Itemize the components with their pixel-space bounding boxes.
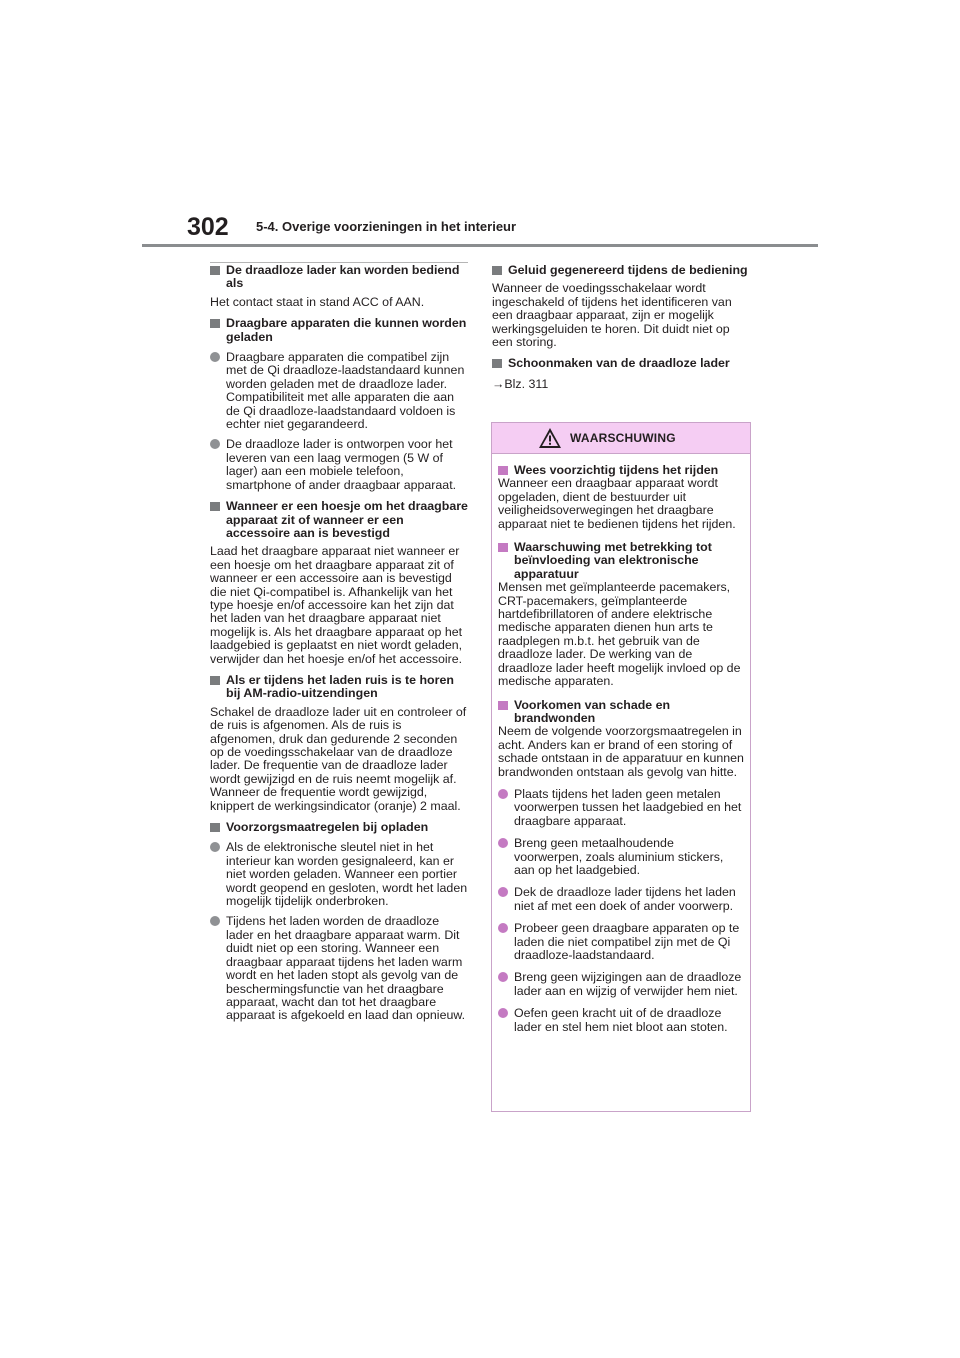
- round-bullet-icon: [498, 838, 508, 848]
- square-bullet-icon: [210, 823, 220, 832]
- list-item: [210, 438, 468, 492]
- round-bullet-icon: [210, 916, 220, 926]
- right-column: [492, 264, 750, 391]
- paragraph: Neem de volgende voorzorgsmaatregelen in acht. Anders kan er brand of een storing of schade ontstaan in de apparatuur en kunnen brandwonden ontstaan als gevolg van hitte.: [498, 724, 744, 779]
- list-item-text: Dek de draadloze lader tijdens het laden niet af met een doek of ander voorwerp.: [514, 885, 736, 913]
- round-bullet-icon: [210, 439, 220, 449]
- paragraph: Schakel de draadloze lader uit en controleer of de ruis is afgenomen. Als de ruis is afgenomen, druk dan gedurende 2 seconden op de voedingsschakelaar van de draadloze lader. De frequentie van de draadloze lader wordt gewijzigd en de ruis neemt mogelijk af. Wanneer de frequentie wordt gewijzigd, knippert de werkingsindicator (oranje) 2 maal.: [210, 704, 467, 813]
- heading: [498, 699, 744, 726]
- heading-text: Waarschuwing met betrekking tot beïnvloeding van elektronische apparatuur: [514, 540, 712, 581]
- list-item-text: Breng geen wijzigingen aan de draadloze lader aan en wijzig of verwijder hem niet.: [514, 970, 742, 998]
- heading-text: Draagbare apparaten die kunnen worden geladen: [226, 316, 467, 344]
- list-item: [498, 922, 744, 962]
- warning-body: [492, 454, 750, 1034]
- heading: [492, 264, 750, 277]
- list-item-text: Probeer geen draagbare apparaten op te laden die niet compatibel zijn met de Qi draadloze-laadstandaard.: [514, 921, 740, 962]
- page-reference: →Blz. 311: [492, 376, 549, 391]
- square-bullet-icon: [210, 319, 220, 328]
- left-column: [210, 264, 468, 1023]
- paragraph: Wanneer een draagbaar apparaat wordt opgeladen, dient de bestuurder uit veiligheidsoverwegingen het draagbare apparaat niet te bedienen tijdens het rijden.: [498, 476, 736, 531]
- square-bullet-icon: [210, 676, 220, 685]
- heading-text: Wanneer er een hoesje om het draagbare apparaat zit of wanneer er een accessoire aan is bevestigd: [226, 499, 468, 540]
- round-bullet-icon: [498, 789, 508, 799]
- heading: [210, 500, 468, 540]
- round-bullet-icon: [498, 923, 508, 933]
- list-item: [210, 841, 468, 908]
- square-bullet-icon: [210, 502, 220, 511]
- heading: [210, 821, 468, 834]
- heading: [498, 464, 744, 477]
- square-bullet-icon: [210, 266, 220, 275]
- list-item-text: De draadloze lader is ontworpen voor het leveren van een laag vermogen (5 W of lager) aan een mobiele telefoon, smartphone of ander draagbaar apparaat.: [226, 437, 457, 492]
- heading: [210, 674, 468, 701]
- heading-text: De draadloze lader kan worden bediend als: [226, 263, 460, 291]
- square-bullet-icon: [498, 701, 508, 710]
- paragraph: Mensen met geïmplanteerde pacemakers, CRT-pacemakers, geïmplanteerde hartdefibrillatoren of andere elektrische medische apparaten dienen hun arts te raadplegen m.b.t. het gebruik van de draadloze lader. De werking van de draadloze lader heeft mogelijk invloed op de medische apparaten.: [498, 580, 741, 689]
- round-bullet-icon: [498, 972, 508, 982]
- list-item-text: Tijdens het laden worden de draadloze lader en het draagbare apparaat warm. Dit duidt niet op een storing. Wanneer een draagbaar apparaat tijdens het laden warm wordt en het laden stopt als gevolg van de beschermingsfunctie van het draagbare apparaat, wacht dan tot het draagbare apparaat is afgekoeld en laad dan opnieuw.: [226, 914, 466, 1023]
- page-header: [142, 212, 818, 248]
- list-item: [498, 788, 744, 828]
- list-item: [498, 971, 744, 998]
- warning-box: [491, 422, 751, 1112]
- heading: [210, 264, 468, 291]
- heading-text: Voorkomen van schade en brandwonden: [514, 697, 671, 725]
- warning-title: WAARSCHUWING: [570, 431, 676, 445]
- square-bullet-icon: [492, 266, 502, 275]
- heading-text: Voorzorgsmaatregelen bij opladen: [226, 820, 429, 835]
- square-bullet-icon: [492, 359, 502, 368]
- round-bullet-icon: [210, 352, 220, 362]
- list-item: [210, 915, 468, 1022]
- heading-text: Wees voorzichtig tijdens het rijden: [514, 463, 719, 477]
- heading-text: Als er tijdens het laden ruis is te horen bij AM-radio-uitzendingen: [226, 672, 454, 701]
- heading: [492, 357, 750, 370]
- round-bullet-icon: [210, 842, 220, 852]
- list-item-text: Plaats tijdens het laden geen metalen voorwerpen tussen het laadgebied en het draagbare apparaat.: [514, 786, 742, 828]
- paragraph: Wanneer de voedingsschakelaar wordt ingeschakeld of tijdens het identificeren van een draagbaar apparaat, zijn er mogelijk werkingsgeluiden te horen. Dit duidt niet op een storing.: [492, 281, 732, 350]
- paragraph: Het contact staat in stand ACC of AAN.: [210, 294, 425, 309]
- round-bullet-icon: [498, 887, 508, 897]
- round-bullet-icon: [498, 1008, 508, 1018]
- list-item: [210, 351, 468, 431]
- list-item: [498, 1007, 744, 1034]
- page-number: 302: [187, 213, 229, 241]
- warning-triangle-icon: [538, 427, 562, 449]
- paragraph: Laad het draagbare apparaat niet wanneer er een hoesje om het draagbare apparaat zit of wanneer er een accessoire aan is bevestigd die niet Qi-compatibel is. Afhankelijk van het type hoesje en/of accessoire kan het zijn dat het laden van het draagbare apparaat niet mogelijk is. Als het draagbare apparaat op het laadgebied is geplaatst en niet wordt geladen, verwijder dan het hoesje en/of het accessoire.: [210, 544, 463, 666]
- section-title: 5-4. Overige voorzieningen in het interieur: [256, 219, 517, 234]
- list-item-text: Breng geen metaalhoudende voorwerpen, zoals aluminium stickers, aan op het laadgebied.: [514, 836, 724, 877]
- list-item-text: Oefen geen kracht uit of de draadloze lader en stel hem niet bloot aan stoten.: [514, 1006, 728, 1034]
- square-bullet-icon: [498, 466, 508, 475]
- heading-text: Geluid gegenereerd tijdens de bediening: [508, 263, 748, 277]
- heading: [210, 317, 468, 344]
- list-item: [498, 886, 744, 913]
- heading: [498, 541, 744, 581]
- header-rule: [142, 244, 818, 247]
- list-item-text: Als de elektronische sleutel niet in het interieur kan worden gesignaleerd, kan er niet worden geladen. Wanneer een portier wordt geopend en gesloten, wordt het laden mogelijk tijdelijk onderbroken.: [226, 840, 468, 909]
- list-item-text: Draagbare apparaten die compatibel zijn met de Qi draadloze-laadstandaard kunnen worden geladen met de draadloze lader. Compatibiliteit met alle apparaten die aan de Qi draadloze-laadstandaard voldoen is echter niet gegarandeerd.: [226, 350, 465, 432]
- warning-header: [492, 423, 750, 454]
- list-item: [498, 837, 744, 877]
- square-bullet-icon: [498, 543, 508, 552]
- heading-text: Schoonmaken van de draadloze lader: [508, 356, 730, 371]
